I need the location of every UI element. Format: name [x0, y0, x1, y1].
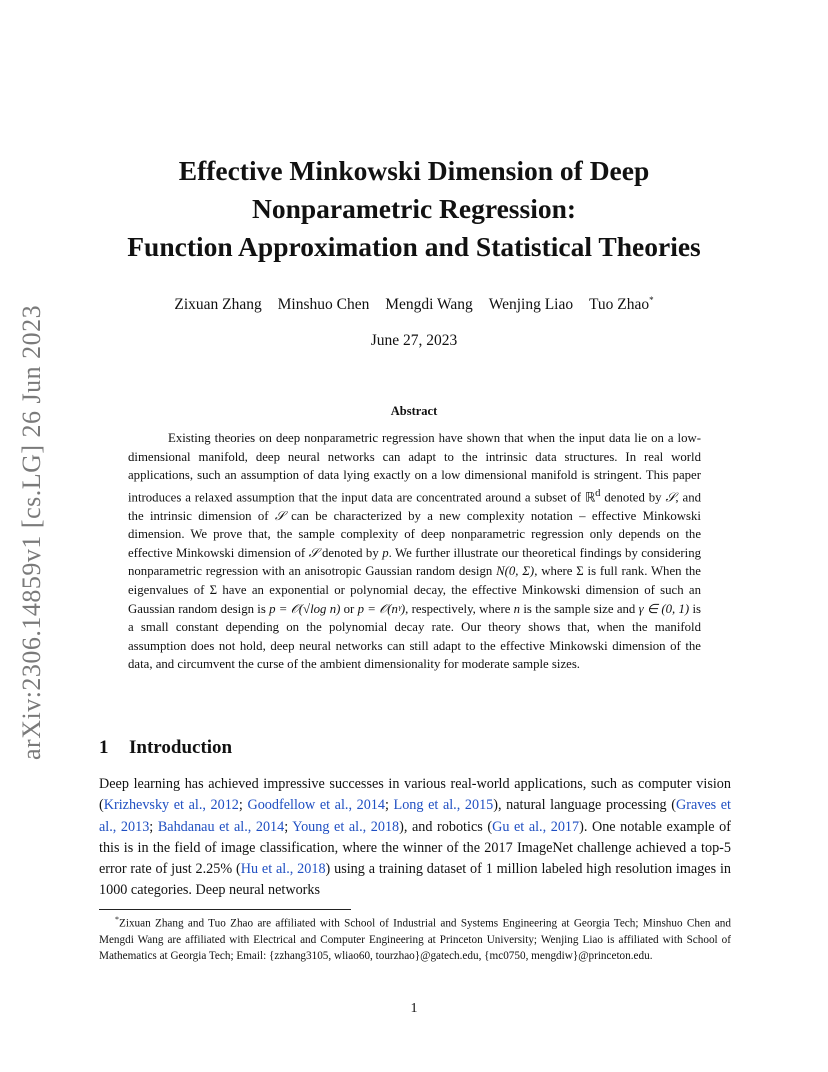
- title-line-2: Nonparametric Regression:: [251, 193, 577, 224]
- footnote-marker: *: [649, 295, 654, 305]
- citation-link[interactable]: Krizhevsky et al., 2012: [103, 797, 239, 814]
- math-expression: p = 𝒪(√log n): [269, 601, 341, 616]
- citation-link[interactable]: Graves et al., 2013: [99, 797, 731, 835]
- abstract-heading: Abstract: [390, 404, 438, 418]
- publication-date: June 27, 2023: [370, 332, 458, 349]
- math-symbol: p: [382, 545, 389, 560]
- introduction-paragraph: Deep learning has achieved impressive successes in various real-world applications, such as computer vision (Krizhevsky et al., 2012; Goodfellow et al., 2014; Long et al., 2015), natural language processing (Graves et al., 2013; Bahdanau et al., 2014; Young et al., 2018), and robotics (Gu et al., 2017). One notable example of this is in the field of image classification, where the winner of the 2017 ImageNet challenge achieved a top-5 error rate of just 2.25% (Hu et al., 2018) using a training dataset of 1 million labeled high resolution images in 1000 categories. Deep neural networks: [99, 776, 731, 899]
- section-number: 1: [99, 737, 109, 758]
- footnote: [99, 912, 731, 964]
- abstract-text: Existing theories on deep nonparametric regression have shown that when the input data lie on a low-dimensional manifold, deep neural networks can adapt to the intrinsic data structures. In real world applications, such an assumption of data lying exactly on a low dimensional manifold is stringent. This paper introduces a relaxed assumption that the input data are concentrated around a subset of ℝ$^d$ denoted by 𝒮, and the intrinsic dimension of 𝒮 can be characterized by a new complexity notation – effective Minkowski dimension. We prove that, the sample complexity of deep nonparametric regression only depends on the effective Minkowski dimension of 𝒮 denoted by p. We further illustrate our theoretical findings by considering nonparametric regression with an anisotropic Gaussian random design N(0, Σ), where Σ is full rank. When the eigenvalues of Σ have an exponential or polynomial decay, the effective Minkowski dimension of such an Gaussian random design is p = 𝒪(√log n) or p = 𝒪(nᵞ), respectively, where n is the sample size and γ ∈ (0, 1) is a small constant depending on the polynomial decay rate. Our theory shows that, when the manifold assumption does not hold, deep neural networks can still adapt to the effective Minkowski dimension of the data, and circumvent the curse of the ambient dimensionality for moderate sample sizes.: [128, 431, 701, 672]
- citation-link[interactable]: Bahdanau et al., 2014: [157, 818, 285, 835]
- title-line-3: Function Approximation and Statistical Theories: [127, 231, 701, 262]
- math-symbol: ℝ: [584, 490, 596, 505]
- author: [589, 296, 654, 313]
- author-list: [100, 295, 728, 314]
- math-symbol: 𝒮: [308, 545, 319, 560]
- footnote-divider: [99, 909, 351, 910]
- citation-link[interactable]: Young et al., 2018: [292, 818, 400, 835]
- author-name: Tuo Zhao: [588, 296, 650, 314]
- citation-link[interactable]: Long et al., 2015: [393, 797, 494, 814]
- math-expression: γ ∈ (0, 1): [638, 601, 690, 616]
- page-number: 1: [410, 1001, 418, 1016]
- title-line-1: Effective Minkowski Dimension of Deep: [178, 155, 650, 186]
- citation-link[interactable]: Goodfellow et al., 2014: [247, 797, 385, 814]
- author: Wenjing Liao: [488, 296, 574, 314]
- arxiv-identifier-stamp: arXiv:2306.14859v1 [cs.LG] 26 Jun 2023: [17, 304, 46, 760]
- citation-link[interactable]: Hu et al., 2018: [240, 861, 326, 878]
- footnote-text: Zixuan Zhang and Tuo Zhao are affiliated with School of Industrial and Systems Engineering at Georgia Tech; Minshuo Chen and Mengdi Wang are affiliated with Electrical and Computer Engineering at Princeton University; Wenjing Liao is affiliated with School of Mathematics at Georgia Tech; Email: {zzhang3105, wliao60, tourzhao}@gatech.edu, {mc0750, mengdiw}@princeton.edu.: [99, 917, 731, 963]
- paper-title: [80, 152, 748, 266]
- citation-link[interactable]: Gu et al., 2017: [492, 818, 580, 835]
- author: Mengdi Wang: [385, 296, 473, 314]
- math-expression: N(0, Σ): [496, 564, 535, 579]
- section-title: Introduction: [129, 737, 233, 758]
- author: Minshuo Chen: [277, 296, 370, 314]
- section-heading-introduction: [99, 737, 729, 759]
- math-symbol: 𝒮: [665, 490, 676, 505]
- math-superscript: d: [595, 487, 601, 499]
- math-symbol: n: [513, 601, 521, 616]
- footnote-marker: *: [115, 915, 119, 924]
- author: Zixuan Zhang: [174, 296, 262, 314]
- math-expression: p = 𝒪(nᵞ): [357, 601, 406, 616]
- math-symbol: 𝒮: [274, 508, 285, 523]
